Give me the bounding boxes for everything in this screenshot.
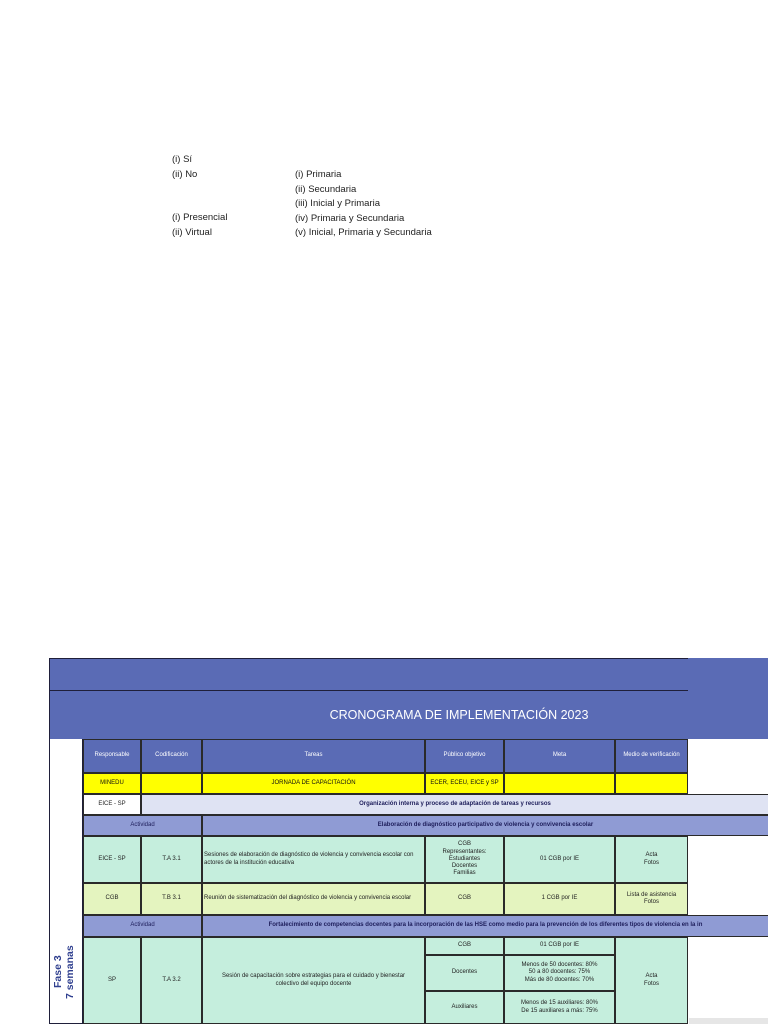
ta32-tarea: Sesión de capacitación sobre estrategias para el cuidado y bienestar colectivo del equipo docente [202, 937, 425, 1024]
ta31-tarea: Sesiones de elaboración de diagnóstico de violencia y convivencia escolar con actores de la institución educativa [202, 836, 425, 883]
minedu-meta [504, 773, 615, 794]
option-inicial-primaria-secundaria: (v) Inicial, Primaria y Secundaria [295, 227, 432, 239]
tb31-meta: 1 CGB por IE [504, 883, 615, 915]
ta31-meta: 01 CGB por IE [504, 836, 615, 883]
sheet-banner [49, 658, 688, 691]
ta31-medio: Acta Fotos [615, 836, 688, 883]
ta32-publico-auxiliares: Auxiliares [425, 991, 504, 1024]
ta32-meta-cgb: 01 CGB por IE [504, 937, 615, 955]
ta32-publico-docentes: Docentes [425, 955, 504, 991]
minedu-tarea: JORNADA DE CAPACITACIÓN [202, 773, 425, 794]
option-primaria: (i) Primaria [295, 169, 342, 180]
option-inicial-primaria: (iii) Inicial y Primaria [295, 198, 380, 210]
header-tareas: Tareas [202, 739, 425, 773]
option-blank [172, 197, 227, 212]
tb31-responsable: CGB [83, 883, 141, 915]
header-meta: Meta [504, 739, 615, 773]
actividad-1-label: Actividad [83, 815, 202, 836]
option-si: (i) Sí [172, 154, 193, 165]
phase-label: Fase 3 7 semanas [52, 945, 76, 999]
minedu-responsable: MINEDU [83, 773, 141, 794]
sheet-title: CRONOGRAMA DE IMPLEMENTACIÓN 2023 [49, 691, 688, 739]
header-medio: Medio de verificación [615, 739, 688, 773]
actividad-2-label: Actividad [83, 915, 202, 937]
option-virtual: (ii) Virtual [172, 226, 212, 238]
header-publico: Público objetivo [425, 739, 504, 773]
minedu-codigo [141, 773, 202, 794]
ta32-meta-docentes: Menos de 50 docentes: 80% 50 a 80 docentes: 75% Más de 80 docentes: 70% [504, 955, 615, 991]
options-column-1 [172, 153, 227, 241]
minedu-publico: ECER, ECEU, EICE y SP [425, 773, 504, 794]
ta32-meta-auxiliares: Menos de 15 auxiliares: 80% De 15 auxiliares a más: 75% [504, 991, 615, 1024]
ta31-codigo: T.A 3.1 [141, 836, 202, 883]
eice-responsable: EICE - SP [83, 794, 141, 815]
actividad-1-texto: Elaboración de diagnóstico participativo de violencia y convivencia escolar [202, 815, 768, 836]
horizontal-scrollbar[interactable] [689, 1018, 768, 1024]
ta32-codigo: T.A 3.2 [141, 937, 202, 1024]
tb31-medio: Lista de asistencia Fotos [615, 883, 688, 915]
sheet-banner-extension [688, 658, 768, 691]
options-column-2 [295, 168, 432, 241]
ta32-publico-cgb: CGB [425, 937, 504, 955]
header-responsable: Responsable [83, 739, 141, 773]
header-codificacion: Codificación [141, 739, 202, 773]
tb31-publico: CGB [425, 883, 504, 915]
ta32-medio: Acta Fotos [615, 937, 688, 1024]
tb31-codigo: T.B 3.1 [141, 883, 202, 915]
schedule-sheet [49, 658, 768, 1024]
phase-column [49, 739, 83, 1024]
ta31-publico: CGB Representantes: Estudiantes Docentes Familias [425, 836, 504, 883]
ta32-responsable: SP [83, 937, 141, 1024]
actividad-2-texto: Fortalecimiento de competencias docentes para la incorporación de las HSE como medio para la prevención de los diferentes tipos de violencia en la in [202, 915, 768, 937]
option-presencial: (i) Presencial [172, 212, 228, 224]
option-no: (ii) No [172, 168, 198, 180]
sheet-title-extension [688, 691, 768, 739]
option-primaria-secundaria: (iv) Primaria y Secundaria [295, 212, 405, 224]
option-blank [172, 182, 227, 197]
ta31-responsable: EICE - SP [83, 836, 141, 883]
tb31-tarea: Reunión de sistematización del diagnóstico de violencia y convivencia escolar [202, 883, 425, 915]
minedu-medio [615, 773, 688, 794]
eice-organizacion: Organización interna y proceso de adaptación de tareas y recursos [141, 794, 768, 815]
option-secundaria: (ii) Secundaria [295, 183, 357, 195]
